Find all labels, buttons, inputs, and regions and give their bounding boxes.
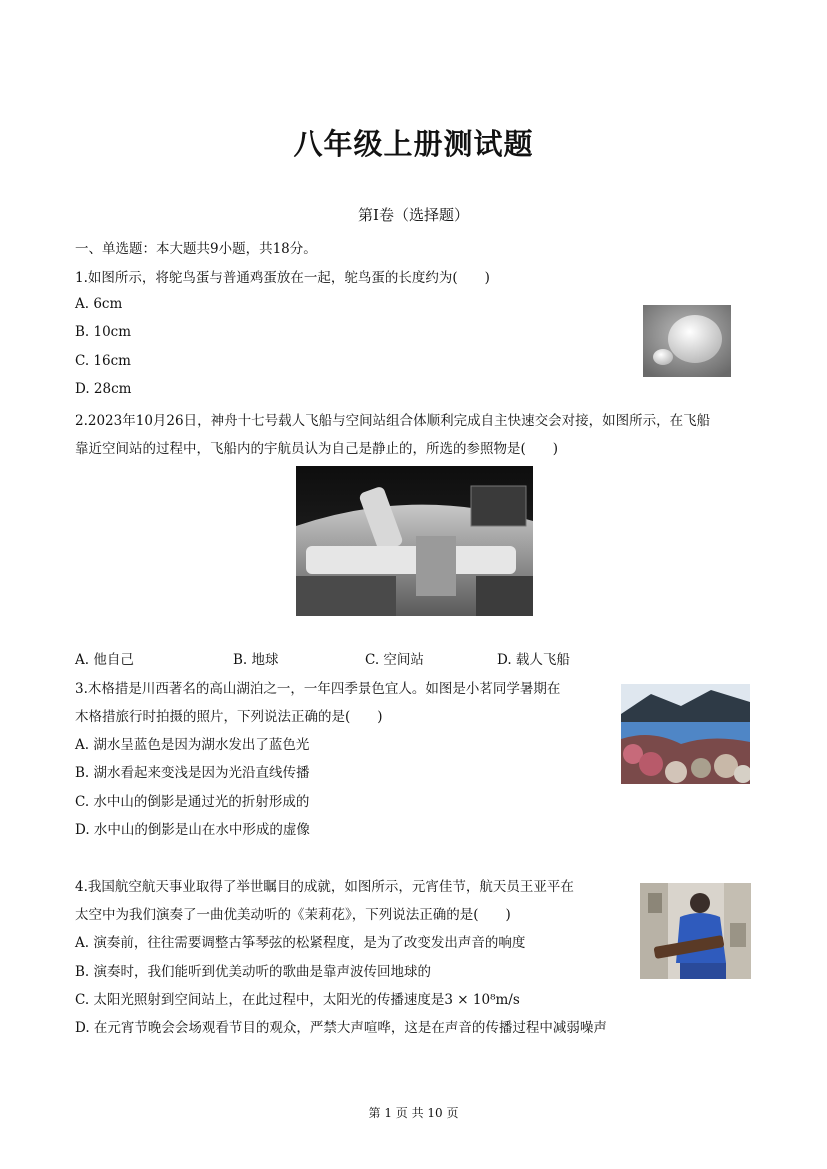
mountain-lake-photo [621, 684, 750, 784]
astronaut-photo [640, 883, 751, 979]
space-station-photo [296, 466, 533, 616]
question-4-option-b: B. 演奏时，我们能听到优美动听的歌曲是靠声波传回地球的 [75, 964, 432, 980]
question-3-option-a: A. 湖水呈蓝色是因为湖水发出了蓝色光 [75, 737, 310, 753]
question-3-stem-line-2: 木格措旅行时拍摄的照片，下列说法正确的是( ) [75, 709, 383, 725]
question-1-option-d: D. 28cm [75, 381, 132, 397]
ostrich-egg-photo [643, 305, 731, 377]
question-4-stem-line-2: 太空中为我们演奏了一曲优美动听的《茉莉花》，下列说法正确的是( ) [75, 907, 511, 923]
question-2-option-c: C. 空间站 [365, 652, 424, 668]
question-1-option-b: B. 10cm [75, 324, 132, 340]
page-footer: 第 1 页 共 10 页 [368, 1106, 459, 1120]
question-3-option-b: B. 湖水看起来变浅是因为光沿直线传播 [75, 765, 310, 781]
question-1-option-a: A. 6cm [75, 296, 123, 312]
question-3-option-d: D. 水中山的倒影是山在水中形成的虚像 [75, 822, 310, 838]
question-1-option-c: C. 16cm [75, 353, 131, 369]
question-2-option-b: B. 地球 [233, 652, 279, 668]
question-2-option-d: D. 载人飞船 [497, 652, 570, 668]
question-4-stem-line-1: 4.我国航空航天事业取得了举世瞩目的成就，如图所示，元宵佳节，航天员王亚平在 [75, 879, 574, 895]
question-4-option-a: A. 演奏前，往往需要调整古筝琴弦的松紧程度，是为了改变发出声音的响度 [75, 935, 526, 951]
question-2-stem-line-2: 靠近空间站的过程中，飞船内的宇航员认为自己是静止的，所选的参照物是( ) [75, 441, 559, 457]
question-2-stem-line-1: 2.2023年10月26日，神舟十七号载人飞船与空间站组合体顺利完成自主快速交会对接，如图所示，在飞船 [75, 413, 711, 429]
part-heading: 一、单选题：本大题共9小题，共18分。 [75, 241, 317, 257]
section-title: 第Ⅰ卷（选择题） [358, 206, 469, 224]
question-3-stem-line-1: 3.木格措是川西著名的高山湖泊之一，一年四季景色宜人。如图是小茗同学暑期在 [75, 681, 561, 697]
document-title: 八年级上册测试题 [293, 127, 534, 161]
question-3-option-c: C. 水中山的倒影是通过光的折射形成的 [75, 794, 310, 810]
question-4-option-c: C. 太阳光照射到空间站上，在此过程中，太阳光的传播速度是3 × 10⁸m/s [75, 992, 520, 1008]
question-2-option-a: A. 他自己 [75, 652, 134, 668]
question-1-stem: 1.如图所示，将鸵鸟蛋与普通鸡蛋放在一起，鸵鸟蛋的长度约为( ) [75, 270, 490, 286]
question-4-option-d: D. 在元宵节晚会会场观看节目的观众，严禁大声喧哗，这是在声音的传播过程中减弱噪声 [75, 1020, 607, 1036]
